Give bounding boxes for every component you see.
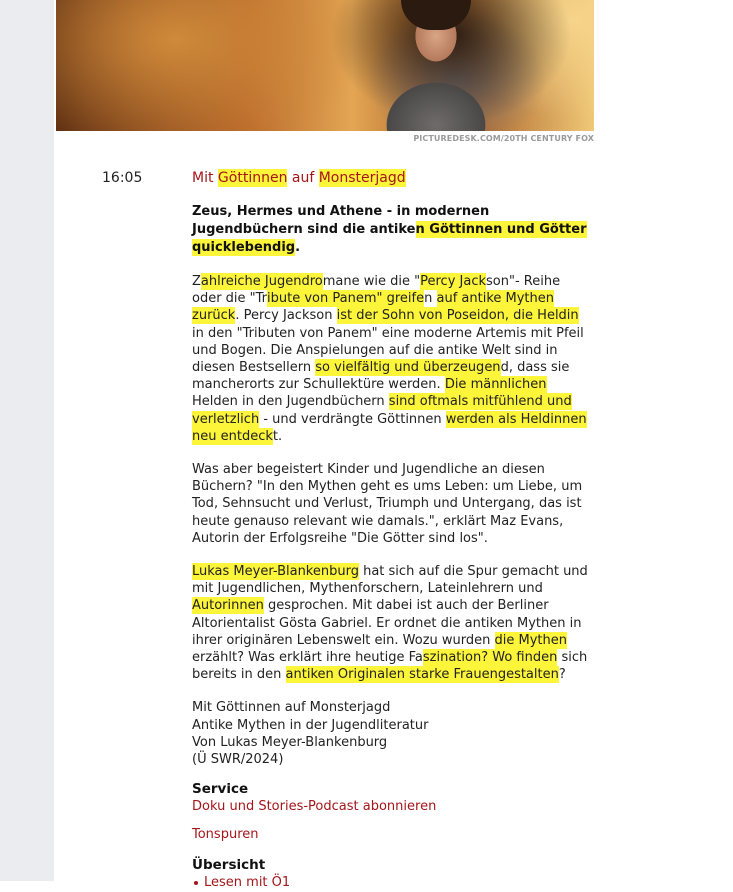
title-part: Mit <box>192 170 218 186</box>
highlighted-text: die Mythen <box>494 632 567 648</box>
tonspuren-link[interactable]: Tonspuren <box>192 827 259 843</box>
bullet-icon <box>194 881 198 885</box>
podcast-subscribe-link[interactable]: Doku und Stories-Podcast abonnieren <box>192 799 437 815</box>
highlighted-text: Die männlichen <box>444 377 547 393</box>
highlighted-text: ist der Sohn von Poseidon, die Heldin <box>336 308 579 324</box>
body-paragraph-1 <box>192 273 588 445</box>
lead-highlight: n Göttinnen und Götter quicklebendig <box>192 222 587 255</box>
body-text: t. <box>272 428 283 444</box>
highlighted-text: antiken Originalen starke Frauengestalten <box>285 667 559 683</box>
body-text: mane wie die " <box>322 274 421 289</box>
credit-line: Mit Göttinnen auf Monsterjagd <box>192 700 391 716</box>
body-text: - und verdrängte Göttinnen <box>259 411 446 427</box>
overview-item-label: Lesen mit Ö1 <box>204 875 291 891</box>
body-paragraph-2: Was aber begeistert Kinder und Jugendliche an diesen Büchern? "In den Mythen geht es ums Leben: um Liebe, um Tod, Sehnsucht und Verlust, Triumph und Untergang, das ist heute genauso relevant wie damals.", erklärt Maz Evans, Autorin der Erfolgsreihe "Die Götter sind los". <box>192 462 583 546</box>
image-credit: PICTUREDESK.COM/20TH CENTURY FOX <box>413 134 594 143</box>
highlighted-text: so vielfältig und überzeugen <box>315 360 501 376</box>
credit-line: Antike Mythen in der Jugendliteratur <box>192 717 429 733</box>
body-text: in den "Tributen von Panem" eine moderne Artemis mit Pfeil und Bogen. Die Anspielungen auf die antike Welt sind in diesen Bestsellern <box>192 325 584 376</box>
title-part: auf <box>287 170 319 186</box>
body-paragraph-3 <box>192 563 588 683</box>
program-content <box>192 169 588 892</box>
body-text: . Percy Jackson <box>235 308 337 324</box>
highlighted-text: Percy Jack <box>420 274 486 289</box>
program-lead: Zeus, Hermes und Athene - in modernen Jugendbüchern sind die antiken Göttinnen und Götter quicklebendig. <box>192 204 587 255</box>
body-text: hat sich auf die Spur gemacht und mit Jugendlichen, Mythenforschern, Lateinlehrern und <box>192 564 588 597</box>
overview-item[interactable] <box>192 874 588 892</box>
credit-line: Von Lukas Meyer-Blankenburg <box>192 734 388 750</box>
hero-image <box>56 0 594 131</box>
body-text: sich bereits in den <box>192 650 588 683</box>
body-text: n <box>424 291 437 307</box>
body-text: ? <box>558 667 566 683</box>
title-highlight: Göttinnen <box>217 170 288 186</box>
body-text: Z <box>192 274 201 289</box>
highlighted-text: Lukas Meyer-Blankenburg <box>192 564 359 580</box>
program-credits <box>192 699 588 768</box>
service-heading: Service <box>192 781 249 798</box>
highlighted-text: auf antike Mythen zurück <box>192 291 555 324</box>
body-text: son"- Reihe oder die "Tr <box>192 274 561 307</box>
body-text: d, dass sie mancherorts zur Schullektüre werden. <box>192 360 570 393</box>
highlighted-text: sind oftmals mitfühlend und verletzlich <box>192 394 572 427</box>
highlighted-text: Autorinnen <box>192 598 264 614</box>
body-text: gesprochen. Mit dabei ist auch der Berliner Altorientalist Gösta Gabriel. Er ordnet die antiken Mythen in ihrer originären Lebenswelt ein. Wozu wurden <box>192 598 582 648</box>
highlighted-text: ibute von Panem" greife <box>267 291 425 307</box>
broadcast-time: 16:05 <box>102 170 143 186</box>
highlighted-text: szination? Wo finden <box>422 650 558 666</box>
overview-heading: Übersicht <box>192 857 266 874</box>
highlighted-text: werden als Heldinnen neu entdeck <box>192 411 587 444</box>
title-highlight: Monsterjagd <box>318 170 406 186</box>
credit-line: (Ü SWR/2024) <box>192 752 284 768</box>
body-text: erzählt? Was erklärt ihre heutige Fa <box>192 650 423 666</box>
highlighted-text: ahlreiche Jugendro <box>200 274 323 289</box>
program-title <box>192 169 588 187</box>
body-text: Helden in den Jugendbüchern <box>192 394 389 410</box>
left-sidebar-strip <box>0 0 54 881</box>
